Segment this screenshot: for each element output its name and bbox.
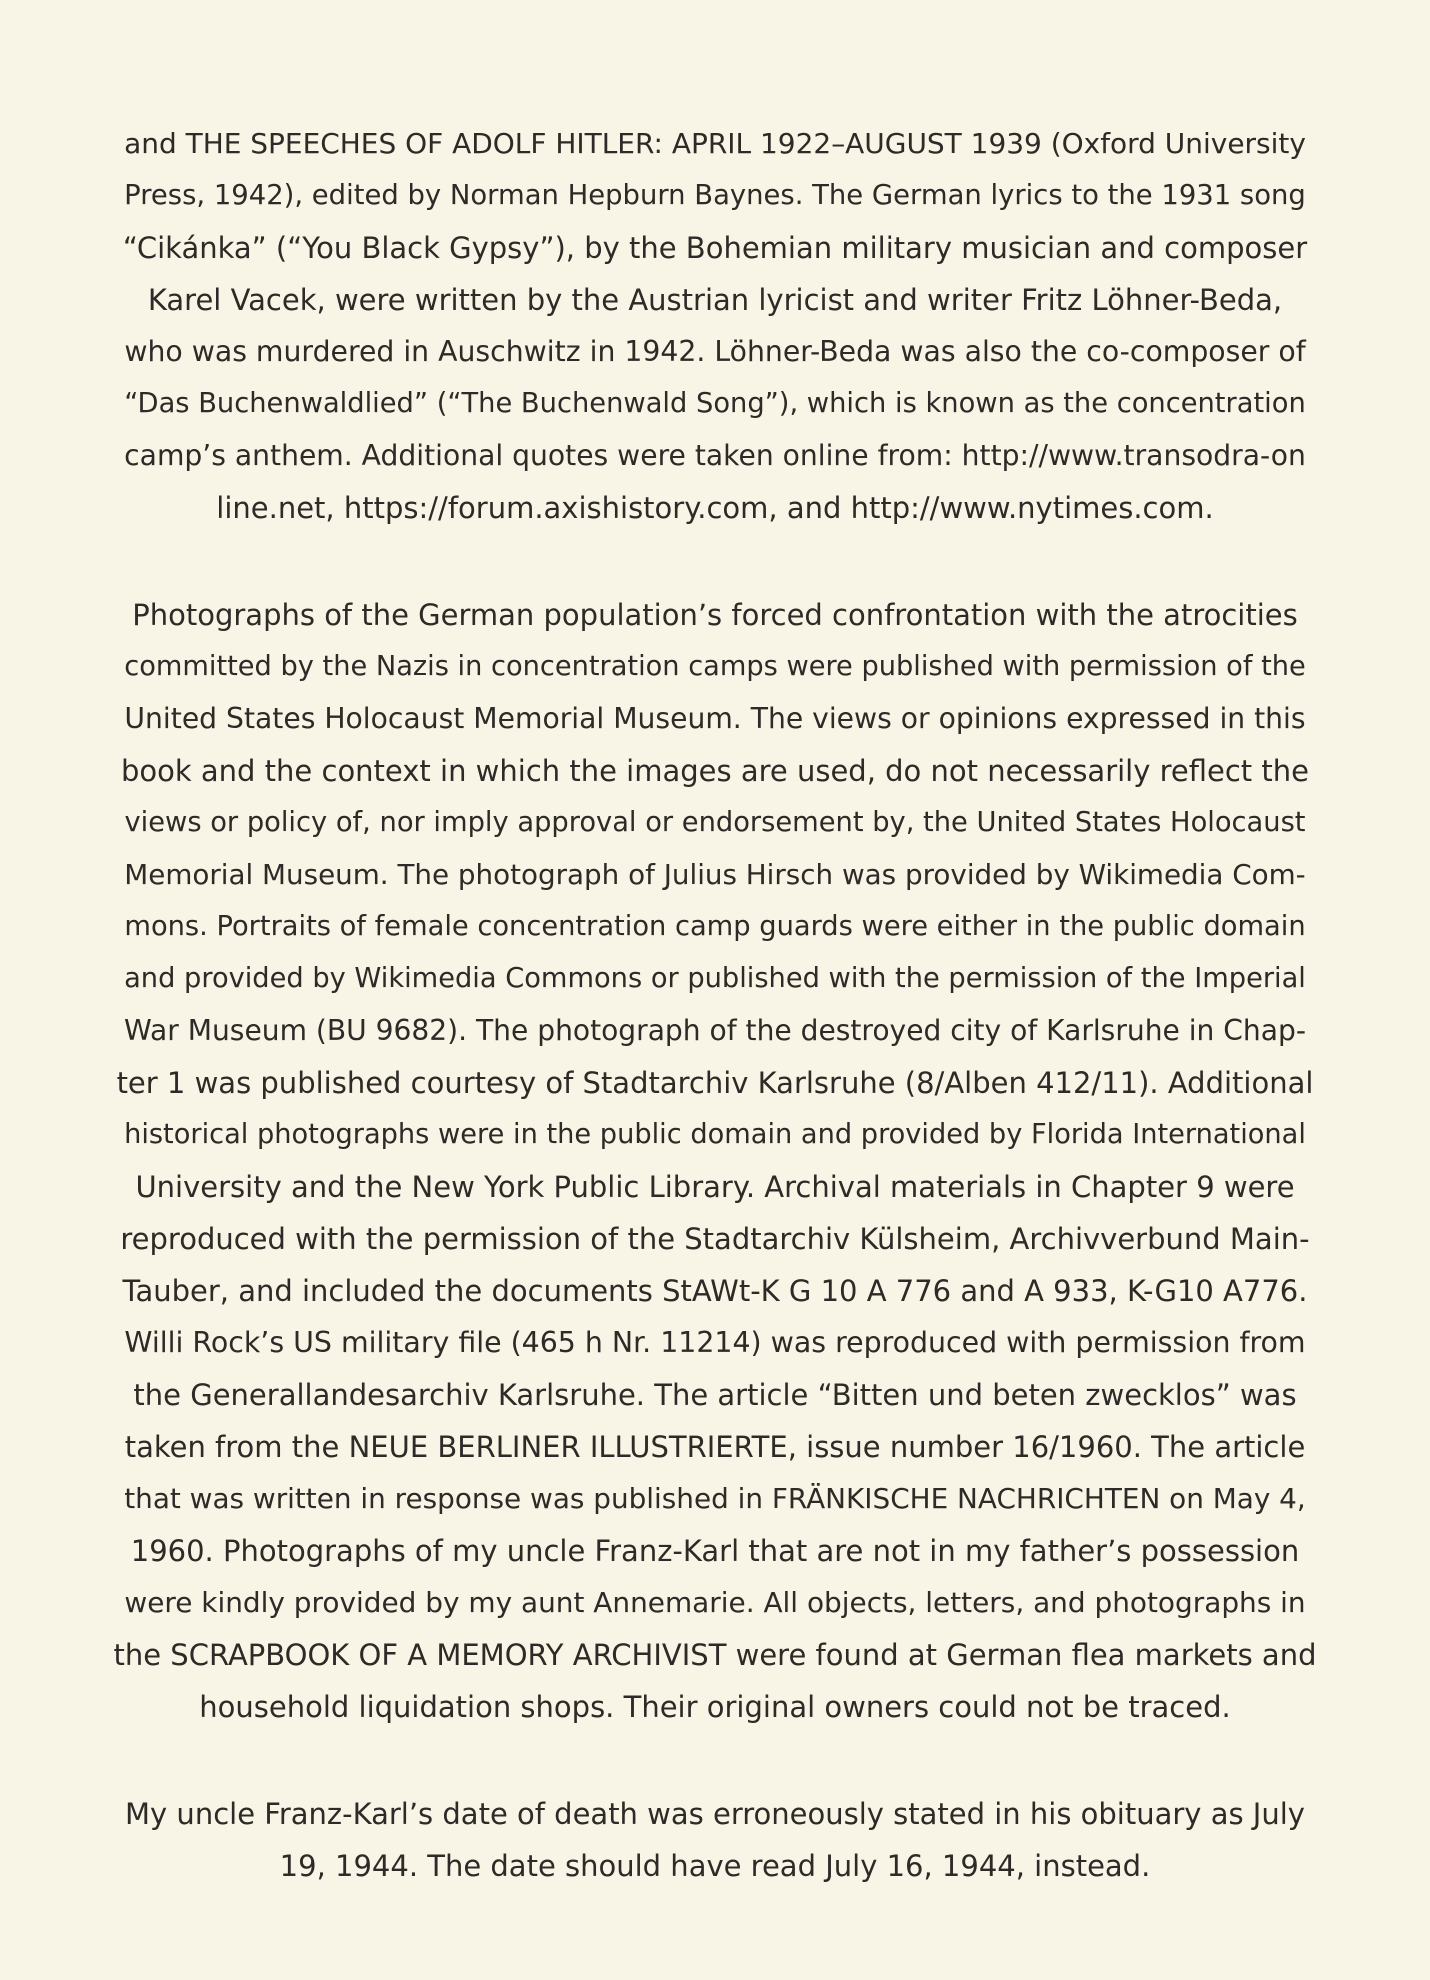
text-line: Willi Rock’s US military file (465 h Nr. 11214) was reproduced with permission from [124,1326,1306,1359]
text-line: were kindly provided by my aunt Annemarie. All objects, letters, and photographs in [124,1586,1306,1619]
text-line: Tauber, and included the documents StAWt-K G 10 A 776 and A 933, K-G10 A776. [122,1274,1308,1308]
text-line: that was written in response was published in FRÄNKISCHE NACHRICHTEN on May 4, [124,1482,1306,1515]
text-line: views or policy of, nor imply approval or endorsement by, the United States Holocaust [124,807,1306,838]
text-line: Memorial Museum. The photograph of Julius Hirsch was provided by Wikimedia Com- [124,858,1306,891]
text-line: Press, 1942), edited by Norman Hepburn Baynes. The German lyrics to the 1931 song [124,180,1306,211]
text-line: line.net, https://forum.axishistory.com, and http://www.nytimes.com. [216,491,1214,525]
text-line: ter 1 was published courtesy of Stadtarchiv Karlsruhe (8/Alben 412/11). Additional [116,1066,1314,1100]
text-line: 1960. Photographs of my uncle Franz-Karl that are not in my father’s possession [130,1534,1300,1568]
text-line: and THE SPEECHES OF ADOLF HITLER: APRIL 1922–AUGUST 1939 (Oxford University [124,127,1306,160]
text-line: and provided by Wikimedia Commons or published with the permission of the Imperial [124,963,1306,994]
text-line: “Cikánka” (“You Black Gypsy”), by the Bohemian military musician and composer [122,231,1308,265]
text-line: taken from the NEUE BERLINER ILLUSTRIERTE, issue number 16/1960. The article [124,1430,1306,1464]
text-line: book and the context in which the images are used, do not necessarily reflect the [121,754,1309,788]
text-line: household liquidation shops. Their original owners could not be traced. [199,1690,1231,1724]
text-line: My uncle Franz-Karl’s date of death was erroneously stated in his obituary as July [125,1797,1305,1831]
text-line: the SCRAPBOOK OF A MEMORY ARCHIVIST were found at German flea markets and [113,1638,1317,1672]
text-line: mons. Portraits of female concentration camp guards were either in the public domain [124,911,1306,942]
text-line: Karel Vacek, were written by the Austrian lyricist and writer Fritz Löhner-Beda, [147,283,1283,317]
text-line: reproduced with the permission of the Stadtarchiv Külsheim, Archivverbund Main- [120,1222,1310,1256]
text-line: United States Holocaust Memorial Museum. The views or opinions expressed in this [124,702,1306,735]
text-line: Photographs of the German population’s forced confrontation with the atrocities [132,598,1298,632]
paragraph-photo-credits [112,589,1318,1733]
text-line: camp’s anthem. Additional quotes were taken online from: http://www.transodra-on [124,439,1306,472]
text-line: who was murdered in Auschwitz in 1942. Löhner-Beda was also the co-composer of [124,335,1306,368]
text-line: the Generallandesarchiv Karlsruhe. The article “Bitten und beten zwecklos” was [133,1378,1297,1412]
text-line: “Das Buchenwaldlied” (“The Buchenwald Song”), which is known as the concentration [124,388,1306,419]
page-content [112,118,1318,1892]
text-line: University and the New York Public Library. Archival materials in Chapter 9 were [135,1170,1295,1204]
text-line: committed by the Nazis in concentration camps were published with permission of the [124,651,1306,682]
paragraph-sources [112,118,1318,534]
text-line: historical photographs were in the public domain and provided by Florida International [124,1119,1306,1150]
text-line: War Museum (BU 9682). The photograph of the destroyed city of Karlsruhe in Chap- [124,1014,1306,1047]
paragraph-correction [112,1788,1318,1892]
text-line: 19, 1944. The date should have read July 16, 1944, instead. [279,1849,1151,1883]
